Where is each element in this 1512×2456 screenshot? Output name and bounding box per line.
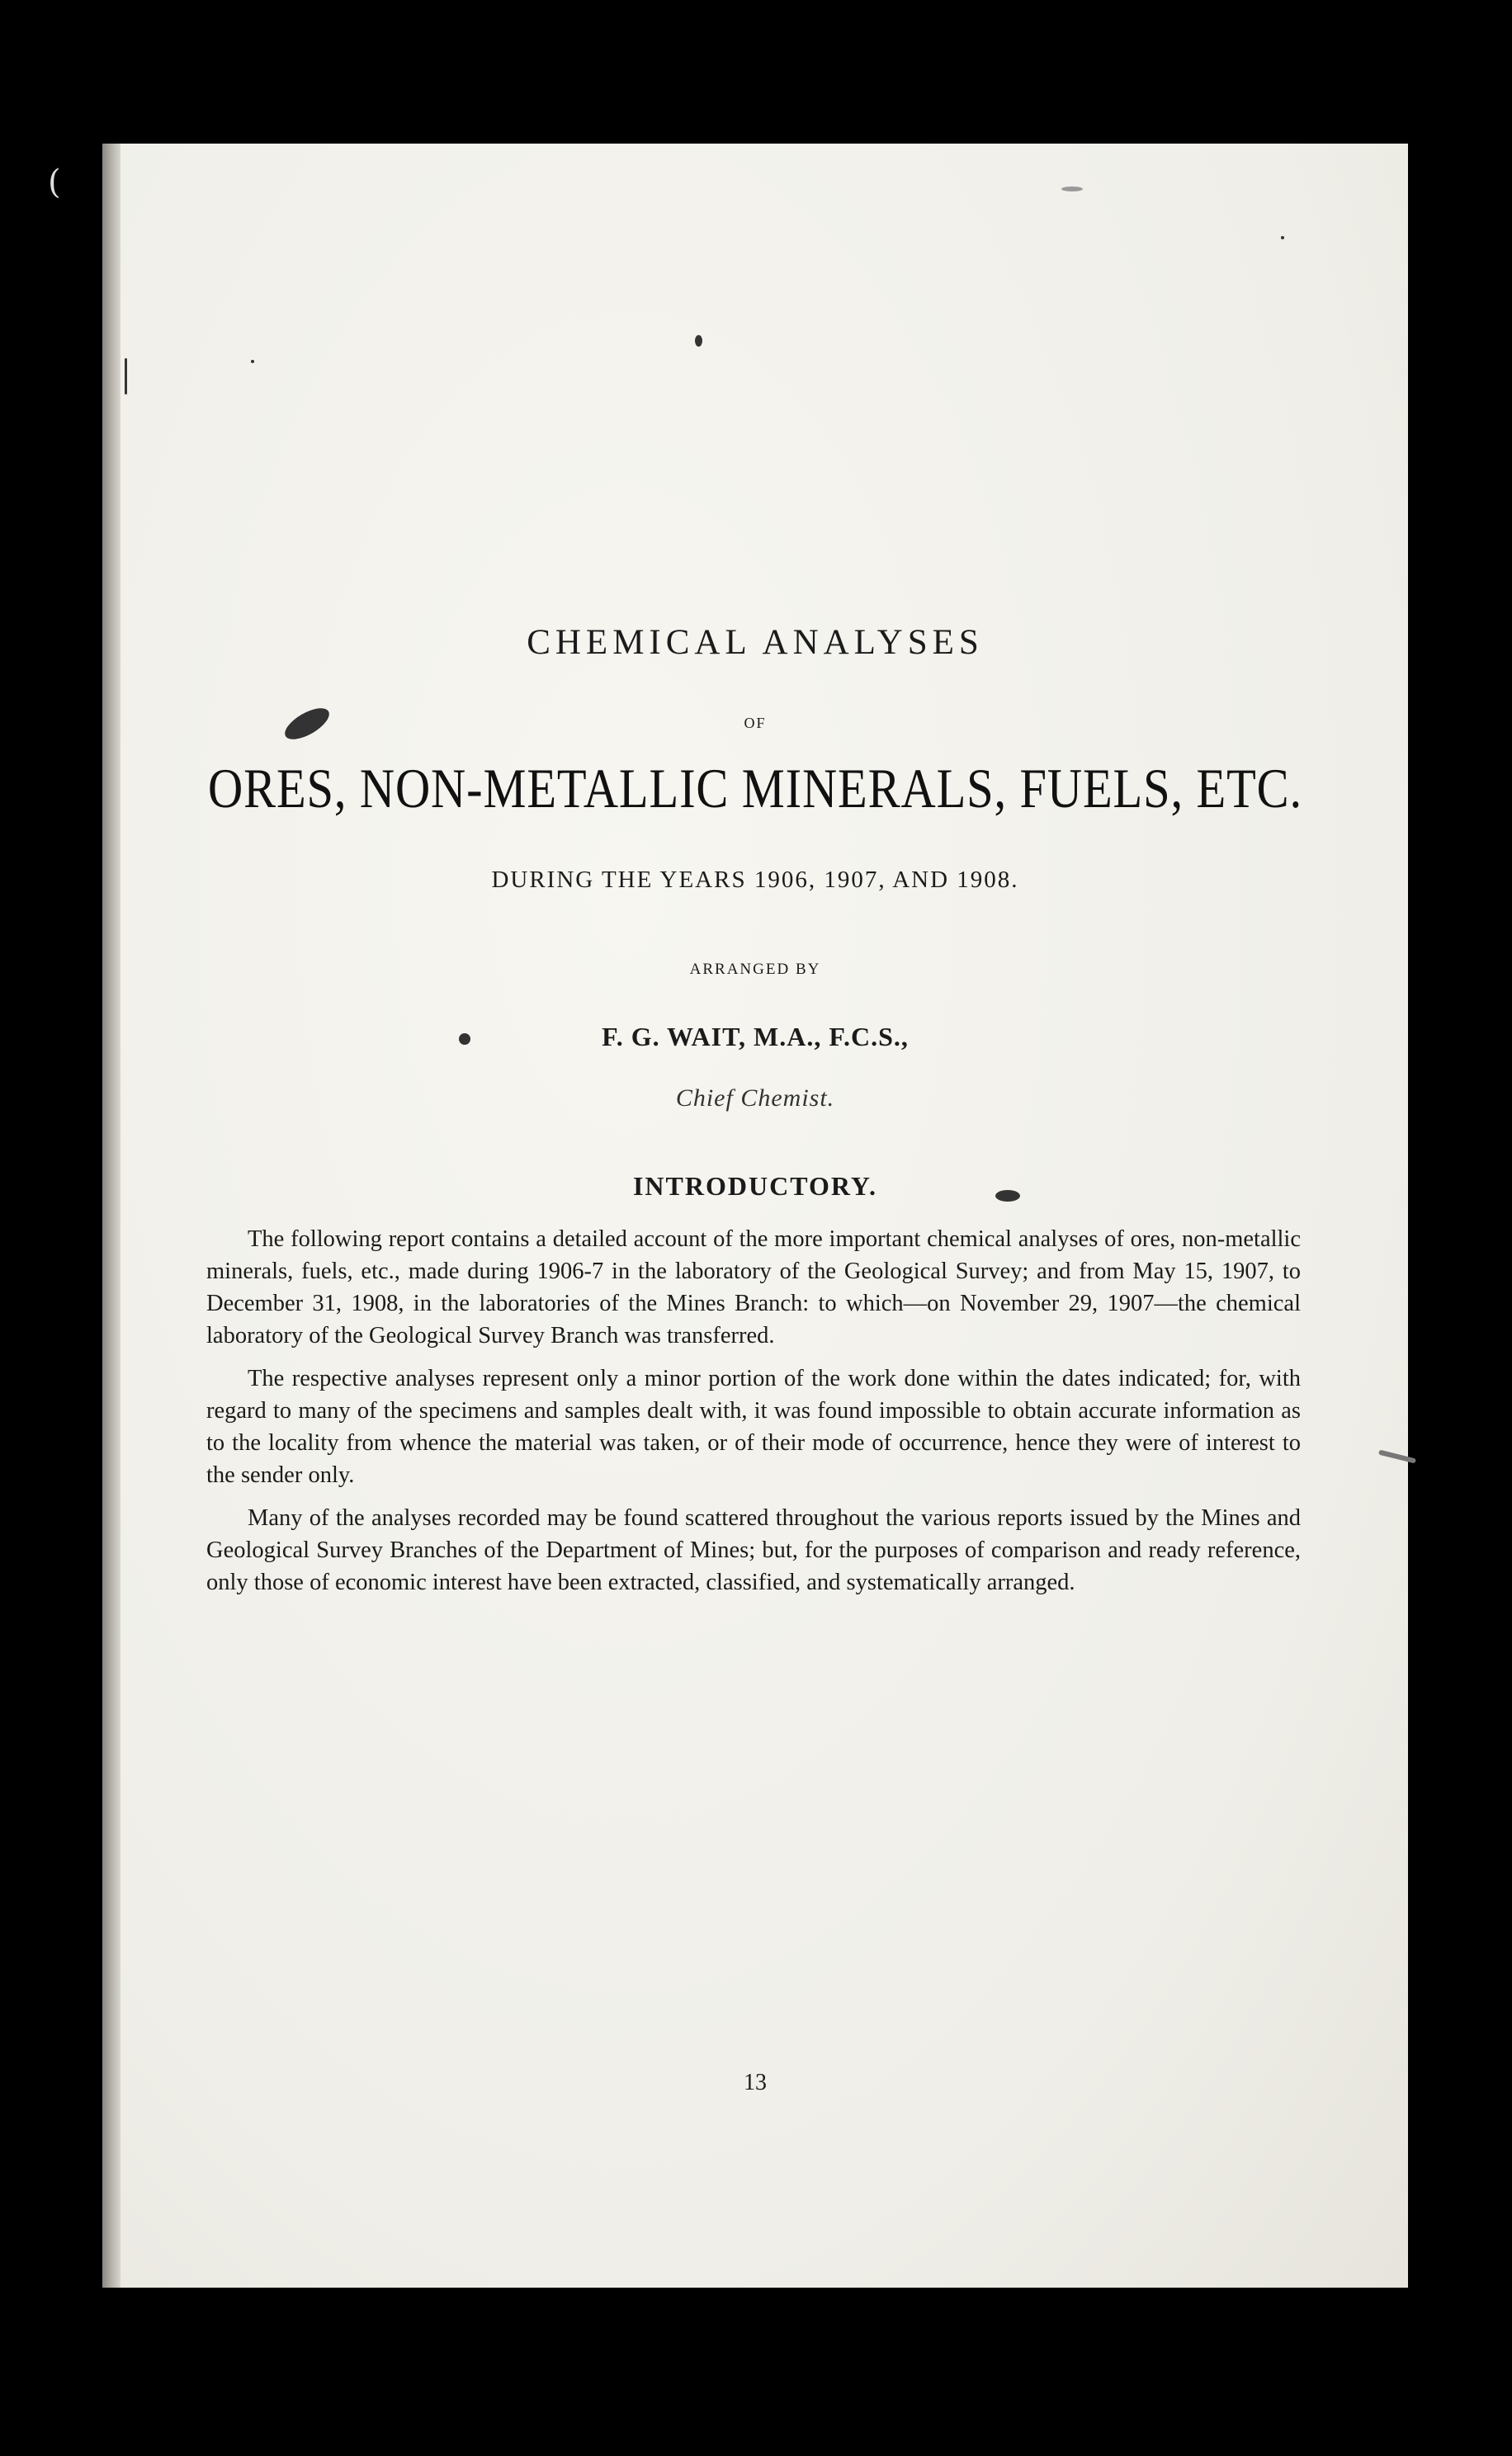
scan-speck bbox=[1281, 236, 1284, 239]
scan-speck bbox=[1061, 187, 1083, 191]
paper-page bbox=[102, 144, 1408, 2288]
scan-speck bbox=[125, 358, 127, 394]
page-spine-shadow bbox=[102, 144, 120, 2288]
paragraph: The following report contains a detailed account of the more important chemical analyses of ores, non-metallic minerals, fuels, etc., made during 1906-7 in the laboratory of the Geological Survey; and from May 15, 1907, to December 31, 1908, in the laboratories of the Mines Branch: to which—on November 29, 1907—the chemical laboratory of the Geological Survey Branch was transferred. bbox=[206, 1226, 1301, 1348]
scan-speck bbox=[695, 335, 702, 347]
paragraph: Many of the analyses recorded may be found scattered throughout the various reports issued by the Mines and Geological Survey Branches of the Department of Mines; but, for the purposes of comparison and ready reference, only those of economic interest have been extracted, classified, and systematically arranged. bbox=[206, 1505, 1301, 1595]
author-title: Chief Chemist. bbox=[675, 1084, 835, 1112]
section-heading: INTRODUCTORY. bbox=[632, 1171, 878, 1201]
document-title-line2: ORES, NON-METALLIC MINERALS, FUELS, ETC. bbox=[207, 757, 1303, 819]
paragraph: The respective analyses represent only a minor portion of the work done within the dates indicated; for, with regard to many of the specimens and samples dealt with, it was found impossible to obtain accurate information as to the locality from whence the material was taken, or of their mode of occurrence, hence they were of interest to the sender only. bbox=[206, 1366, 1301, 1488]
page-number: 13 bbox=[744, 2070, 767, 2095]
document-title-line1: CHEMICAL ANALYSES bbox=[527, 623, 984, 662]
author-name: F. G. WAIT, M.A., F.C.S., bbox=[602, 1022, 909, 1051]
scan-speck bbox=[251, 360, 254, 363]
arranged-by-label: ARRANGED BY bbox=[689, 961, 821, 978]
edge-artifact: ( bbox=[48, 163, 61, 201]
scan-speck bbox=[459, 1033, 470, 1045]
document-years: DURING THE YEARS 1906, 1907, AND 1908. bbox=[491, 867, 1019, 893]
scan-speck bbox=[995, 1190, 1020, 1202]
body-text bbox=[206, 1223, 1301, 1609]
document-title-of: OF bbox=[744, 715, 767, 731]
